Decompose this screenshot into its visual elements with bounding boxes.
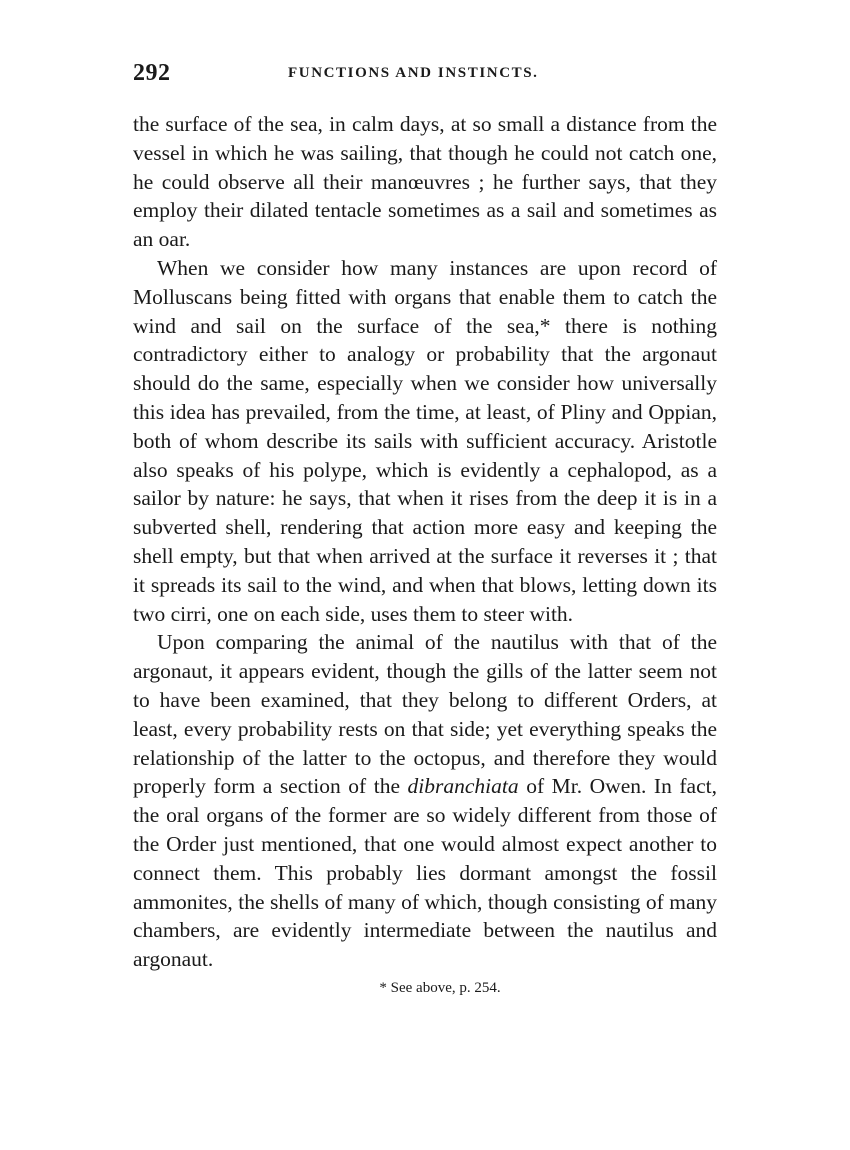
paragraph-2: When we consider how many instances are upon record of Molluscans being fitted with organs that enable them to catch the wind and sail on the surface of the sea,* there is nothing contradictory either to analogy or probability that the argonaut should do the same, especially when we consider how universally this idea has prevailed, from the time, at least, of Pliny and Oppian, both of whom describe its sails with sufficient accuracy. Aristotle also speaks of his polype, which is evidently a cephalopod, as a sailor by nature: he says, that when it rises from the deep it is in a subverted shell, rendering that action more easy and keeping the shell empty, but that when arrived at the surface it reverses it ; that it spreads its sail to the wind, and when that blows, letting down its two cirri, one on each side, uses them to steer with. (133, 255, 717, 626)
running-title: FUNCTIONS AND INSTINCTS. (288, 65, 539, 81)
paragraph-3-text-before: Upon comparing the animal of the nautilus with that of the argonaut, it appears evident, though the gills of the latter seem not to have been examined, that they belong to different Orders, at least, every probability rests on that side; yet everything speaks the relationship of the latter to the octopus, and therefore they would properly form a section of the (133, 630, 717, 799)
paragraph-1: the surface of the sea, in calm days, at so small a distance from the vessel in which he was sailing, that though he could not catch one, he could observe all their manœuvres ; he further says, that they employ their dilated tentacle sometimes as a sail and sometimes as an oar. (133, 112, 717, 252)
running-head (133, 60, 717, 94)
taxon-name-italic: dibranchiata (407, 774, 519, 799)
paragraph-3-text-after: of Mr. Owen. In fact, the oral organs of the former are so widely different from those of the Order just mentioned, that one would almost expect another to connect them. This probably lies dormant amongst the fossil ammonites, the shells of many of which, though consisting of many chambers, are evidently intermediate between the nautilus and argonaut. (133, 774, 717, 972)
book-page (133, 60, 717, 997)
paragraph-3 (133, 628, 717, 974)
body-text (133, 110, 717, 974)
page-number: 292 (133, 60, 171, 86)
footnote: * See above, p. 254. (379, 979, 501, 996)
